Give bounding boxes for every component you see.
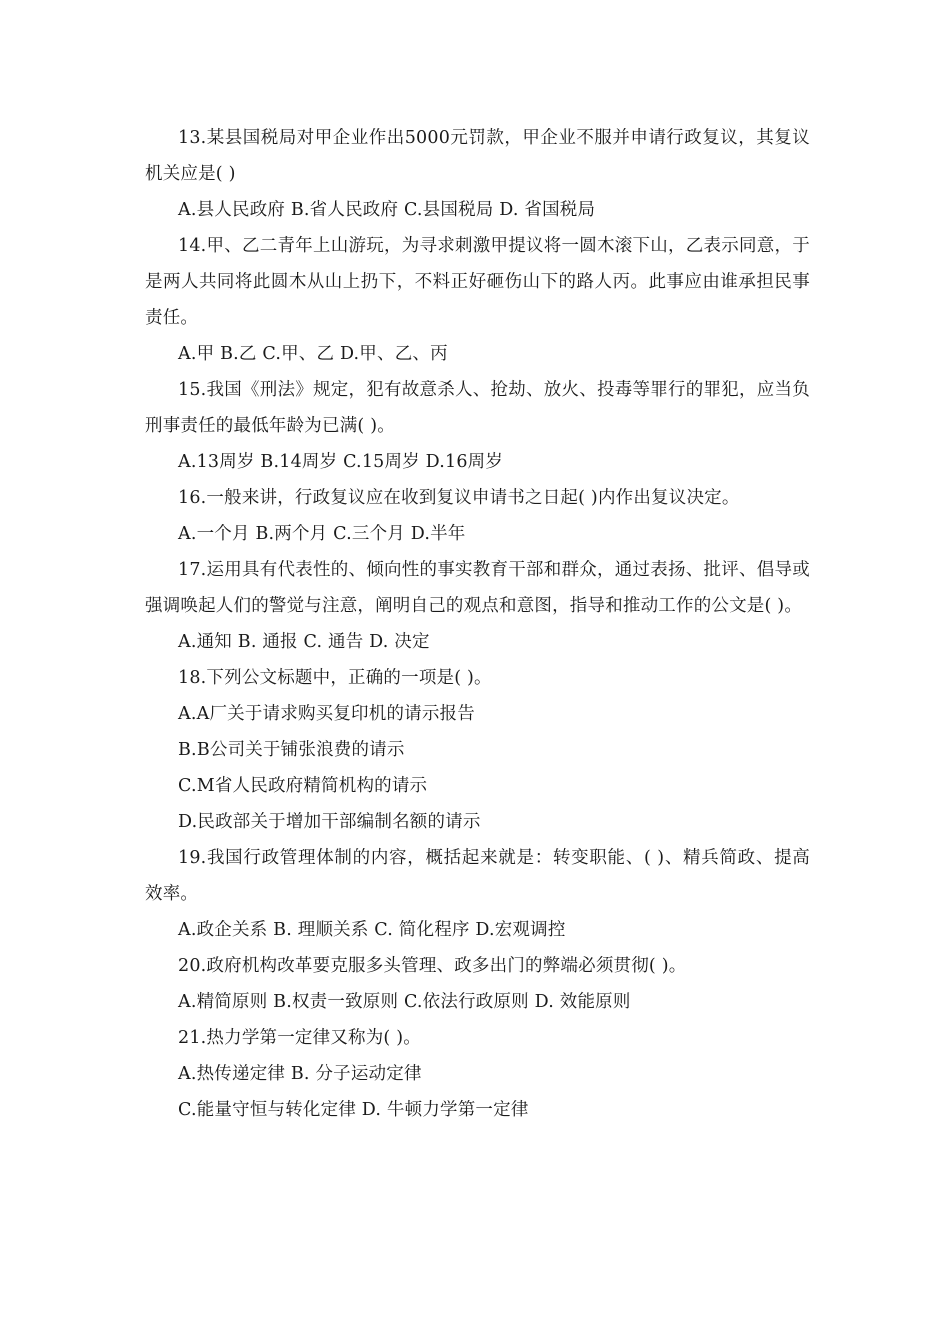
question-14-stem: 14.甲、乙二青年上山游玩，为寻求刺激甲提议将一圆木滚下山，乙表示同意，于是两人共同将此圆木从山上扔下，不料正好砸伤山下的路人丙。此事应由谁承担民事责任。 [145, 236, 810, 328]
question-16-options: A.一个月 B.两个月 C.三个月 D.半年 [178, 524, 466, 544]
question-20-stem: 20.政府机构改革要克服多头管理、政多出门的弊端必须贯彻( )。 [178, 956, 687, 976]
question-15-stem: 15.我国《刑法》规定，犯有故意杀人、抢劫、放火、投毒等罪行的罪犯，应当负刑事责任的最低年龄为已满( )。 [145, 380, 810, 436]
question-17-options: A.通知 B. 通报 C. 通告 D. 决定 [178, 632, 430, 652]
question-16-stem: 16.一般来讲，行政复议应在收到复议申请书之日起( )内作出复议决定。 [178, 488, 740, 508]
document-page [145, 120, 810, 1128]
question-18-stem: 18.下列公文标题中，正确的一项是( )。 [178, 668, 492, 688]
question-18-option-a: A.A厂关于请求购买复印机的请示报告 [178, 704, 475, 724]
question-15-options: A.13周岁 B.14周岁 C.15周岁 D.16周岁 [178, 452, 504, 472]
question-21-options-ab: A.热传递定律 B. 分子运动定律 [178, 1064, 422, 1084]
question-18-option-d: D.民政部关于增加干部编制名额的请示 [178, 812, 481, 832]
question-17-stem: 17.运用具有代表性的、倾向性的事实教育干部和群众，通过表扬、批评、倡导或强调唤起人们的警觉与注意，阐明自己的观点和意图，指导和推动工作的公文是( )。 [145, 560, 810, 616]
question-18-option-b: B.B公司关于铺张浪费的请示 [178, 740, 405, 760]
question-20-options: A.精简原则 B.权责一致原则 C.依法行政原则 D. 效能原则 [178, 992, 631, 1012]
question-19-options: A.政企关系 B. 理顺关系 C. 简化程序 D.宏观调控 [178, 920, 566, 940]
question-21-options-cd: C.能量守恒与转化定律 D. 牛顿力学第一定律 [178, 1100, 529, 1120]
question-13-options: A.县人民政府 B.省人民政府 C.县国税局 D. 省国税局 [178, 200, 596, 220]
question-13-stem: 13.某县国税局对甲企业作出5000元罚款，甲企业不服并申请行政复议，其复议机关应是( ) [145, 128, 810, 184]
question-14-options: A.甲 B.乙 C.甲、乙 D.甲、乙、丙 [178, 344, 448, 364]
question-21-stem: 21.热力学第一定律又称为( )。 [178, 1028, 421, 1048]
question-18-option-c: C.M省人民政府精简机构的请示 [178, 776, 428, 796]
question-19-stem: 19.我国行政管理体制的内容，概括起来就是：转变职能、( )、精兵简政、提高效率。 [145, 848, 810, 904]
